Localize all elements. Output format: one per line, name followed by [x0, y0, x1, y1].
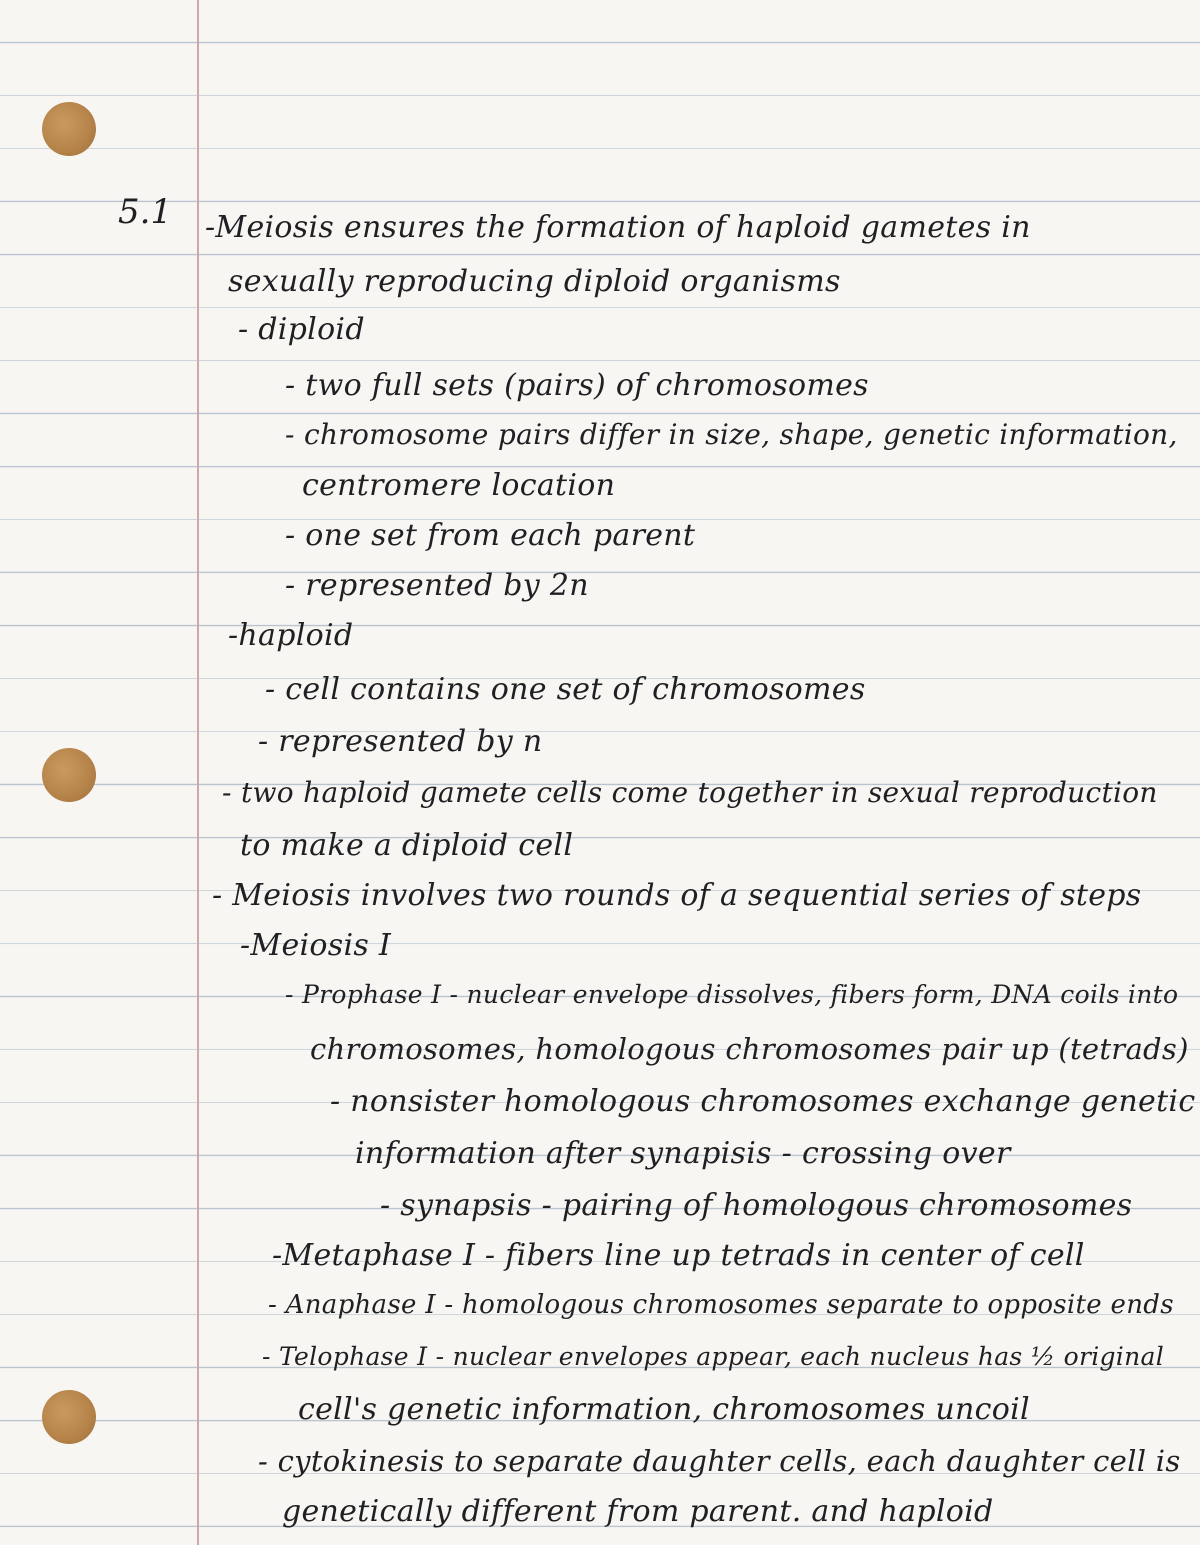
note-line: - cell contains one set of chromosomes [265, 672, 866, 707]
note-line: - one set from each parent [285, 518, 696, 553]
note-line: - represented by n [258, 724, 543, 759]
note-line: - Meiosis involves two rounds of a sequential series of steps [212, 878, 1142, 913]
note-line: - two haploid gamete cells come together in sexual reproduction [222, 776, 1158, 809]
note-line: - synapsis - pairing of homologous chromosomes [380, 1188, 1133, 1223]
note-line: - Telophase I - nuclear envelopes appear, each nucleus has ½ original [262, 1342, 1164, 1371]
binder-hole-top [42, 102, 96, 156]
note-line: - cytokinesis to separate daughter cells, each daughter cell is [258, 1444, 1181, 1478]
margin-line [197, 0, 199, 1545]
binder-hole-middle [42, 748, 96, 802]
note-line: genetically different from parent. and haploid [282, 1494, 994, 1529]
note-line: - represented by 2n [285, 568, 589, 603]
note-line: - Anaphase I - homologous chromosomes separate to opposite ends [268, 1290, 1174, 1320]
note-line: - Prophase I - nuclear envelope dissolves, fibers form, DNA coils into [285, 980, 1179, 1009]
note-line: -Metaphase I - fibers line up tetrads in center of cell [272, 1238, 1085, 1273]
note-line: - diploid [238, 312, 365, 347]
note-line: chromosomes, homologous chromosomes pair up (tetrads) [310, 1032, 1189, 1066]
note-line: information after synapisis - crossing over [355, 1136, 1011, 1171]
note-line: -Meiosis ensures the formation of haploid gametes in [205, 210, 1031, 245]
note-line: centromere location [302, 468, 616, 503]
note-line: cell's genetic information, chromosomes uncoil [298, 1392, 1030, 1427]
note-line: -Meiosis I [240, 928, 392, 963]
section-number: 5.1 [118, 192, 173, 232]
note-line: -haploid [228, 618, 354, 653]
note-line: sexually reproducing diploid organisms [228, 264, 841, 299]
note-line: to make a diploid cell [240, 828, 574, 863]
binder-hole-bottom [42, 1390, 96, 1444]
note-line: - two full sets (pairs) of chromosomes [285, 368, 869, 403]
note-line: - chromosome pairs differ in size, shape, genetic information, [285, 418, 1178, 451]
note-line: - nonsister homologous chromosomes exchange genetic [330, 1084, 1196, 1119]
